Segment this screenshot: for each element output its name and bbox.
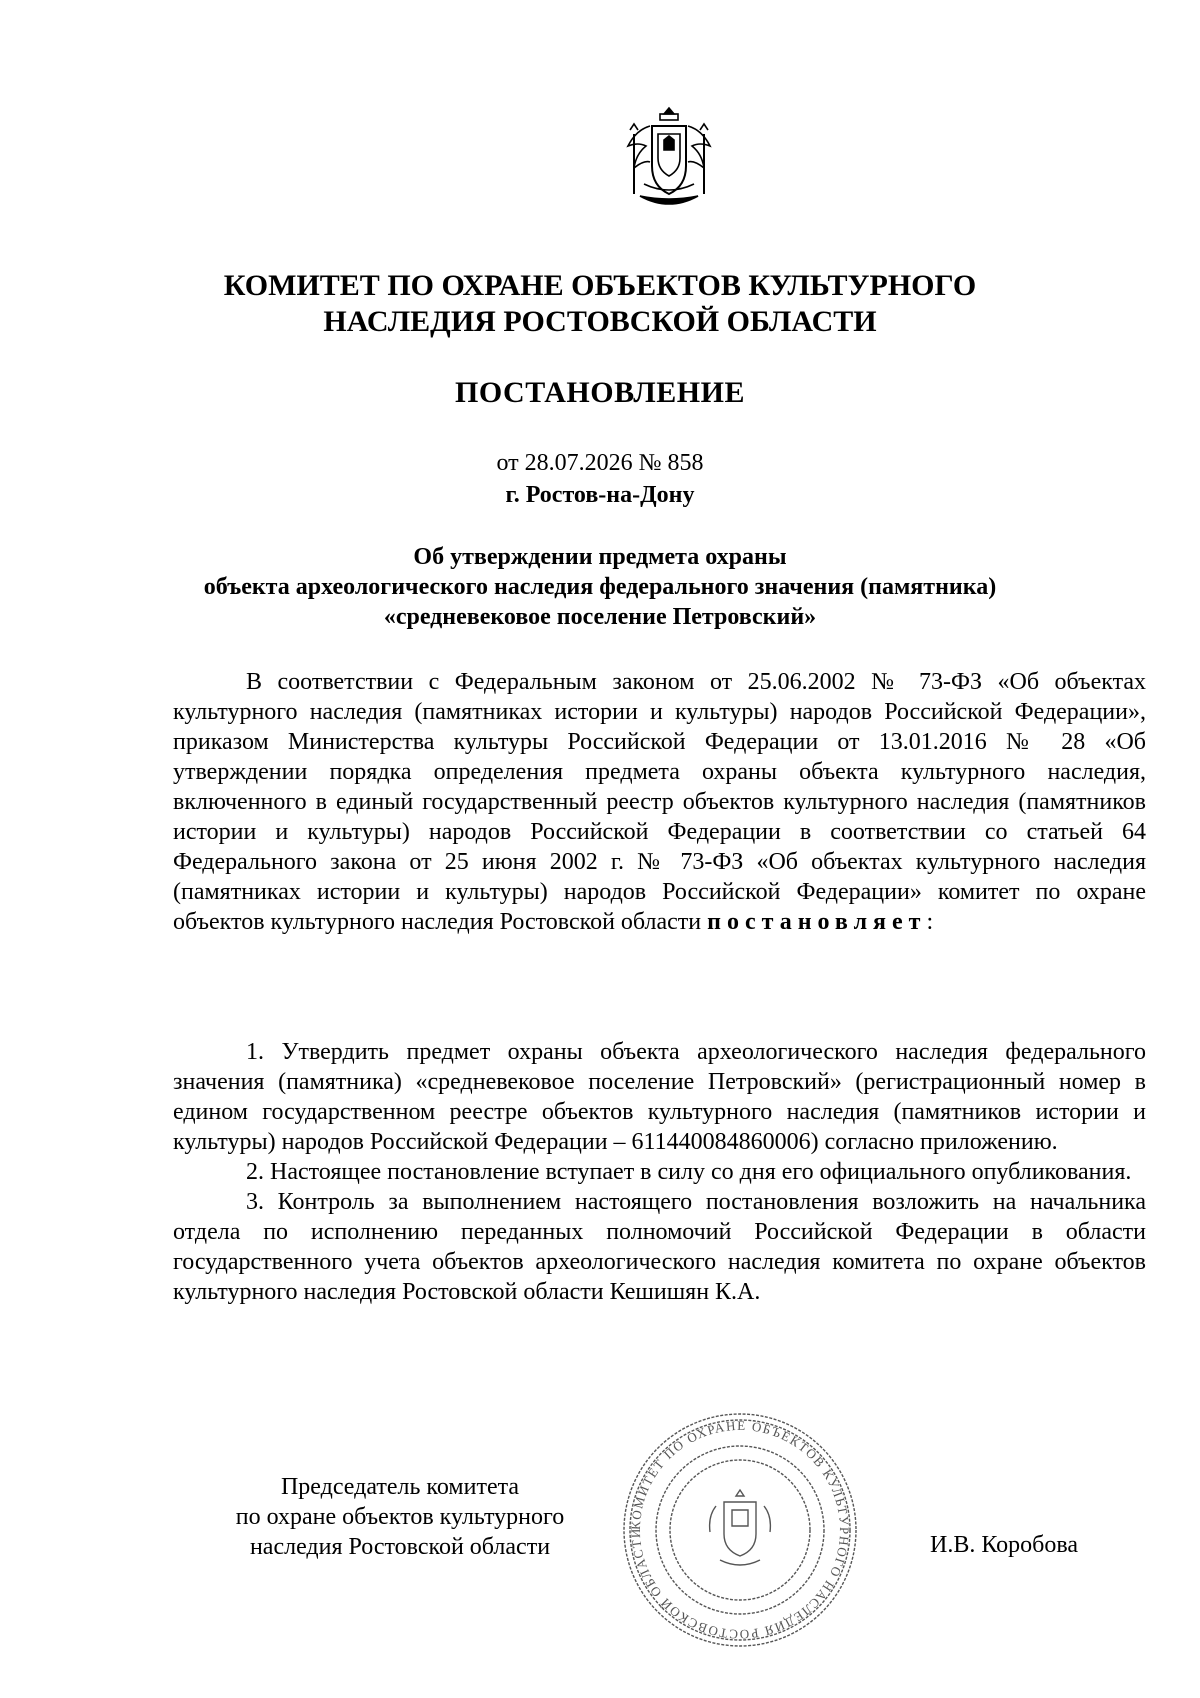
subject-line3: «средневековое поселение Петровский» <box>383 604 817 630</box>
organization-name <box>170 268 1030 340</box>
document-city: г. Ростов-на-Дону <box>505 482 695 508</box>
document-type: ПОСТАНОВЛЕНИЕ <box>455 376 745 409</box>
seal-text: КОМИТЕТ ПО ОХРАНЕ ОБЪЕКТОВ КУЛЬТУРНОГО НАСЛЕДИЯ РОСТОВСКОЙ ОБЛАСТИ <box>627 1417 853 1643</box>
decree-word: постановляет <box>707 909 927 935</box>
signatory-title <box>180 1472 620 1562</box>
decree-colon: : <box>926 909 934 935</box>
signatory-title-line1: Председатель комитета <box>280 1474 520 1500</box>
resolution-items <box>173 1037 1146 1307</box>
official-seal-icon <box>620 1410 860 1650</box>
organization-name-line2: НАСЛЕДИЯ РОСТОВСКОЙ ОБЛАСТИ <box>323 305 877 338</box>
coat-of-arms-icon <box>620 104 718 216</box>
resolution-item: 2. Настоящее постановление вступает в силу со дня его официального опубликования. <box>246 1159 1132 1185</box>
preamble <box>173 667 1146 937</box>
resolution-item: 3. Контроль за выполнением настоящего постановления возложить на начальника отдела по исполнению переданных полномочий Российской Федерации в области государственного учета объектов археологического наследия комитета по охране объектов культурного наследия Ростовской области Кешишян К.А. <box>173 1189 1146 1305</box>
preamble-paragraph <box>173 667 1146 937</box>
signatory-name: И.В. Коробова <box>930 1532 1079 1558</box>
resolution-item: 1. Утвердить предмет охраны объекта археологического наследия федерального значения (памятника) «средневековое поселение Петровский» (регистрационный номер в едином государственном реестре объектов культурного наследия (памятников истории и культуры) народов Российской Федерации – 611440084860006) согласно приложению. <box>173 1039 1146 1155</box>
svg-text:КОМИТЕТ ПО ОХРАНЕ ОБЪЕКТОВ КУЛ <box>628 1418 852 1642</box>
subject-line1: Об утверждении предмета охраны <box>413 544 787 570</box>
signatory-title-line3: наследия Ростовской области <box>249 1534 551 1560</box>
document-subject <box>150 542 1050 632</box>
preamble-text: В соответствии с Федеральным законом от 25.06.2002 № 73-ФЗ «Об объектах культурного наследия (памятниках истории и культуры) народов Российской Федерации», приказом Министерства культуры Российской Федерации от 13.01.2016 № 28 «Об утверждении порядка определения предмета охраны объекта культурного наследия, включенного в единый государственный реестр объектов культурного наследия (памятников истории и культуры) народов Российской Федерации в соответствии со статьей 64 Федерального закона от 25 июня 2002 г. № 73-ФЗ «Об объектах культурного наследия (памятниках истории и культуры) народов Российской Федерации» комитет по охране объектов культурного наследия Ростовской области <box>173 669 1146 935</box>
subject-line2: объекта археологического наследия федерального значения (памятника) <box>203 574 997 600</box>
document-date-number: от 28.07.2026 № 858 <box>496 450 704 476</box>
signatory-title-line2: по охране объектов культурного <box>235 1504 565 1530</box>
organization-name-line1: КОМИТЕТ ПО ОХРАНЕ ОБЪЕКТОВ КУЛЬТУРНОГО <box>223 269 977 302</box>
